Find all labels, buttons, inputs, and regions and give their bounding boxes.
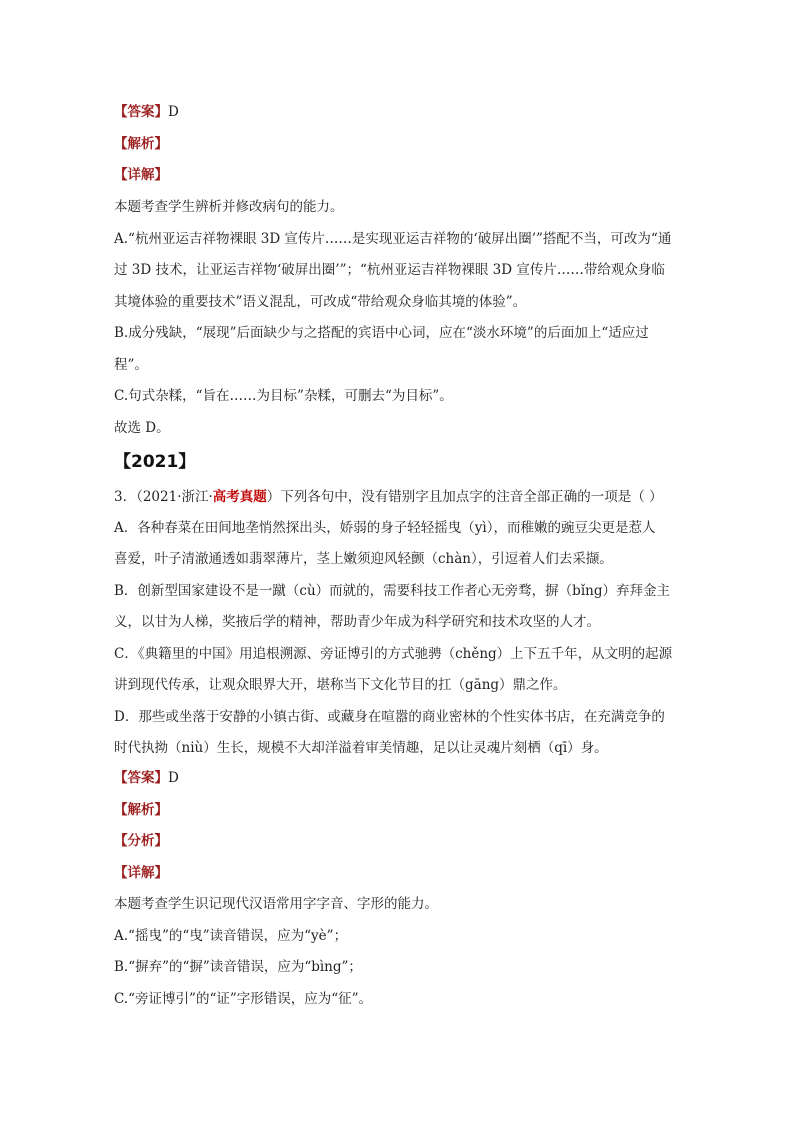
explanation-intro: 本题考查学生辨析并修改病句的能力。 xyxy=(114,199,344,215)
option-a-line1: A．各种春菜在田间地垄悄然探出头，娇弱的身子轻轻摇曳（yì），而稚嫩的豌豆尖更是惹人 xyxy=(114,520,656,536)
detail-label-2: 【详解】 xyxy=(114,865,168,881)
option-c-line1: C．《典籍里的中国》用追根溯源、旁证博引的方式驰骋（chěng）上下五千年，从文明的起源 xyxy=(114,646,673,662)
option-a-explanation-line1: A.“杭州亚运吉祥物裸眼 3D 宣传片……是实现亚运吉祥物的‘破屏出圈’”搭配不当，可改为“通 xyxy=(114,231,672,247)
year-header: 【2021】 xyxy=(114,452,196,472)
answer-label-2: 【答案】 xyxy=(114,770,168,786)
option-c-explanation-2: C.“旁证博引”的“证”字形错误，应为“征”。 xyxy=(114,991,373,1007)
analysis-label-2: 【解析】 xyxy=(114,802,168,818)
question-source: 高考真题 xyxy=(212,489,267,505)
option-d-line2: 时代执拗（niù）生长，规模不大却洋溢着审美情趣，足以让灵魂片刻栖（qī）身。 xyxy=(114,740,608,756)
option-a-explanation-2: A.“摇曳”的“曳”读音错误，应为“yè”； xyxy=(114,928,348,944)
question-stem xyxy=(114,487,684,507)
option-b-explanation-2: B.“摒弃”的“摒”读音错误，应为“bìng”； xyxy=(114,959,362,975)
detail-label: 【详解】 xyxy=(114,167,168,183)
option-a-explanation-line3: 其境体验的重要技术”语义混乱，可改成“带给观众身临其境的体验”。 xyxy=(114,294,527,310)
explanation-intro-2: 本题考查学生识记现代汉语常用字字音、字形的能力。 xyxy=(114,896,438,912)
option-d-line1: D．那些或坐落于安静的小镇古街、或藏身在喧嚣的商业密林的个性实体书店，在充满竞争的 xyxy=(114,709,665,725)
answer-label: 【答案】 xyxy=(114,104,168,120)
answer-line xyxy=(114,102,684,122)
option-c-line2: 讲到现代传承，让观众眼界大开，堪称当下文化节目的扛（gāng）鼎之作。 xyxy=(114,677,567,693)
question-text: ）下列各句中，没有错别字且加点字的注音全部正确的一项是（ ） xyxy=(266,489,663,505)
option-a-explanation-line2: 过 3D 技术，让亚运吉祥物‘破屏出圈’”；“杭州亚运吉祥物裸眼 3D 宣传片……带给观众身临 xyxy=(114,262,665,278)
option-b-line1: B．创新型国家建设不是一蹴（cù）而就的，需要科技工作者心无旁骛，摒（bǐng）弃拜金主 xyxy=(114,583,670,599)
option-b-line2: 义，以甘为人梯，奖掖后学的精神，帮助青少年成为科学研究和技术攻坚的人才。 xyxy=(114,614,600,630)
option-b-explanation-line1: B.成分残缺，“展现”后面缺少与之搭配的宾语中心词，应在“淡水环境”的后面加上“适应过 xyxy=(114,325,649,341)
option-b-explanation-line2: 程”。 xyxy=(114,357,148,373)
analysis-label: 【解析】 xyxy=(114,136,168,152)
fenxi-label: 【分析】 xyxy=(114,833,168,849)
question-prefix: 3．（2021·浙江· xyxy=(114,489,213,505)
answer-value-2: D xyxy=(168,770,179,786)
answer-value: D xyxy=(168,104,179,120)
option-c-explanation: C.句式杂糅，“旨在……为目标”杂糅，可删去“为目标”。 xyxy=(114,388,453,404)
conclusion: 故选 D。 xyxy=(114,420,170,436)
option-a-line2: 喜爱，叶子清澈通透如翡翠薄片，茎上嫩须迎风轻颤（chàn），引逗着人们去采撷。 xyxy=(114,551,613,567)
answer-line-2 xyxy=(114,768,684,788)
